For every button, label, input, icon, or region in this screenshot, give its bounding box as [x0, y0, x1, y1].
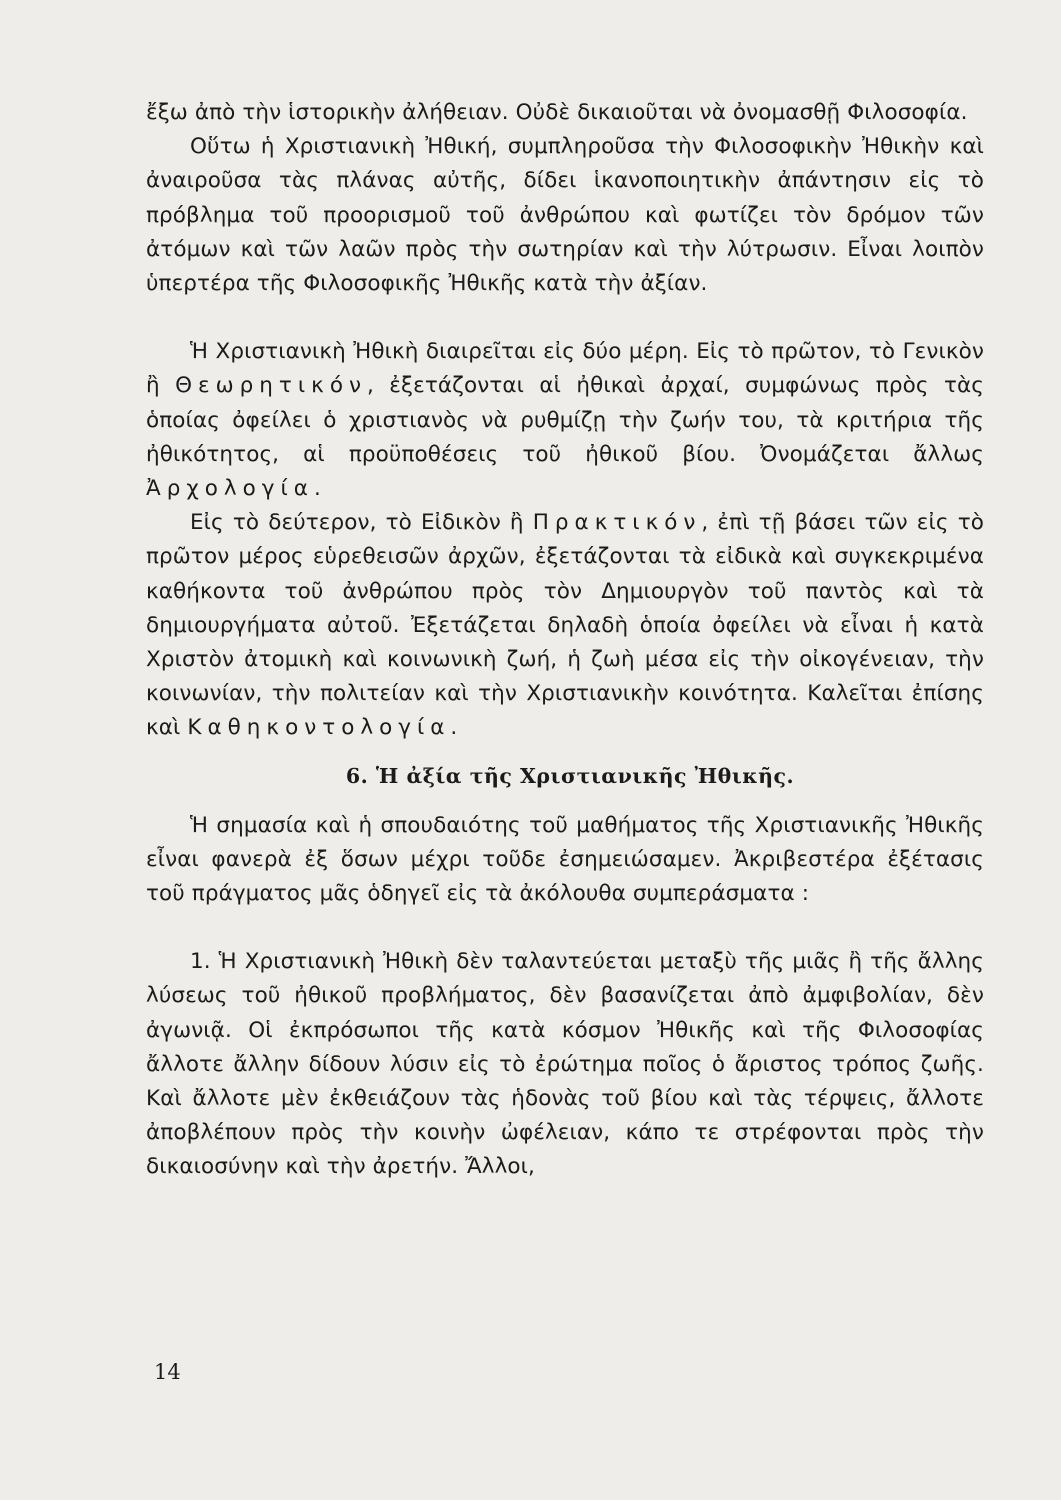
paragraph-3 [146, 335, 984, 506]
paragraph-3-text-a: Ἡ Χριστιανικὴ Ἠθικὴ διαιρεῖται εἰς δύο μέρη. Εἰς τὸ πρῶτον, τὸ Γενικὸν ἢ [146, 339, 984, 399]
body-text [146, 96, 984, 1185]
paragraph-4-text-b: , ἐπὶ τῇ βάσει τῶν εἰς τὸ πρῶτον μέρος εὑρεθεισῶν ἀρχῶν, ἐξετάζονται τὰ εἰδικὰ καὶ συγκεκριμένα καθήκοντα τοῦ ἀνθρώπου πρὸς τὸν Δημιουργὸν τοῦ παντὸς καὶ τὰ δημιουργήματα αὐτοῦ. Ἐξετάζεται δηλαδὴ ὁποία ὀφείλει νὰ εἶναι ἡ κατὰ Χριστὸν ἀτομικὴ καὶ κοινωνικὴ ζωή, ἡ ζωὴ μέσα εἰς τὴν οἰκογένειαν, τὴν κοινωνίαν, τὴν πολιτείαν καὶ τὴν Χριστιανικὴν κοινότητα. Καλεῖται ἐπίσης καὶ [146, 510, 984, 741]
paragraph-3-text-b: , ἐξετάζονται αἱ ἠθικαὶ ἀρχαί, συμφώνως πρὸς τὰς ὁποίας ὀφείλει ὁ χριστιανὸς νὰ ρυθμίζῃ τὴν ζωήν του, τὰ κριτήρια τῆς ἠθικότητος, αἱ προϋποθέσεις τοῦ ἠθικοῦ βίου. Ὀνομάζεται ἄλλως [146, 373, 984, 467]
term-praktikon: Πρακτικόν [532, 510, 702, 536]
term-kathekontologia: Καθηκοντολογία [187, 715, 451, 741]
paragraph-6: 1. Ἡ Χριστιανικὴ Ἠθικὴ δὲν ταλαντεύεται μεταξὺ τῆς μιᾶς ἢ τῆς ἄλλης λύσεως τοῦ ἠθικοῦ προβλήματος, δὲν βασανίζεται ἀπὸ ἀμφιβολίαν, δὲν ἀγωνιᾷ. Οἱ ἐκπρόσωποι τῆς κατὰ κόσμον Ἠθικῆς καὶ τῆς Φιλοσοφίας ἄλλοτε ἄλλην δίδουν λύσιν εἰς τὸ ἐρώτημα ποῖος ὁ ἄριστος τρόπος ζωῆς. Καὶ ἄλλοτε μὲν ἐκθειάζουν τὰς ἡδονὰς τοῦ βίου καὶ τὰς τέρψεις, ἄλλοτε ἀποβλέπουν πρὸς τὴν κοινὴν ὠφέλειαν, κάπο τε στρέφονται πρὸς τὴν δικαιοσύνην καὶ τὴν ἀρετήν. Ἄλλοι, [146, 949, 984, 1180]
term-archologia: Ἀρχολογία [146, 476, 314, 502]
page-number: 14 [154, 1360, 181, 1384]
term-theoretikon: Θεωρητικόν [175, 373, 367, 399]
section-heading: 6. Ἡ ἀξία τῆς Χριστιανικῆς Ἠθικῆς. [345, 763, 795, 788]
paragraph-4-text-c: . [450, 715, 458, 741]
paragraph-2: Οὕτω ἡ Χριστιανικὴ Ἠθική, συμπληροῦσα τὴν Φιλοσοφικὴν Ἠθικὴν καὶ ἀναιροῦσα τὰς πλάνας αὐτῆς, δίδει ἱκανοποιητικὴν ἀπάντησιν εἰς τὸ πρόβλημα τοῦ προορισμοῦ τοῦ ἀνθρώπου καὶ φωτίζει τὸν δρόμον τῶν ἀτόμων καὶ τῶν λαῶν πρὸς τὴν σωτηρίαν καὶ τὴν λύτρωσιν. Εἶναι λοιπὸν ὑπερτέρα τῆς Φιλοσοφικῆς Ἠθικῆς κατὰ τὴν ἀξίαν. [146, 134, 984, 297]
paragraph-5: Ἡ σημασία καὶ ἡ σπουδαιότης τοῦ μαθήματος τῆς Χριστιανικῆς Ἠθικῆς εἶναι φανερὰ ἐξ ὅσων μέχρι τοῦδε ἐσημειώσαμεν. Ἀκριβεστέρα ἐξέτασις τοῦ πράγματος μᾶς ὁδηγεῖ εἰς τὰ ἀκόλουθα συμπεράσματα : [146, 812, 984, 907]
paragraph-4-text-a: Εἰς τὸ δεύτερον, τὸ Εἰδικὸν ἢ [190, 510, 533, 536]
paragraph-4 [146, 506, 984, 745]
paragraph-1: ἔξω ἀπὸ τὴν ἱστορικὴν ἀλήθειαν. Οὐδὲ δικαιοῦται νὰ ὀνομασθῇ Φιλοσοφία. [146, 100, 968, 125]
paragraph-3-text-c: . [313, 476, 321, 502]
